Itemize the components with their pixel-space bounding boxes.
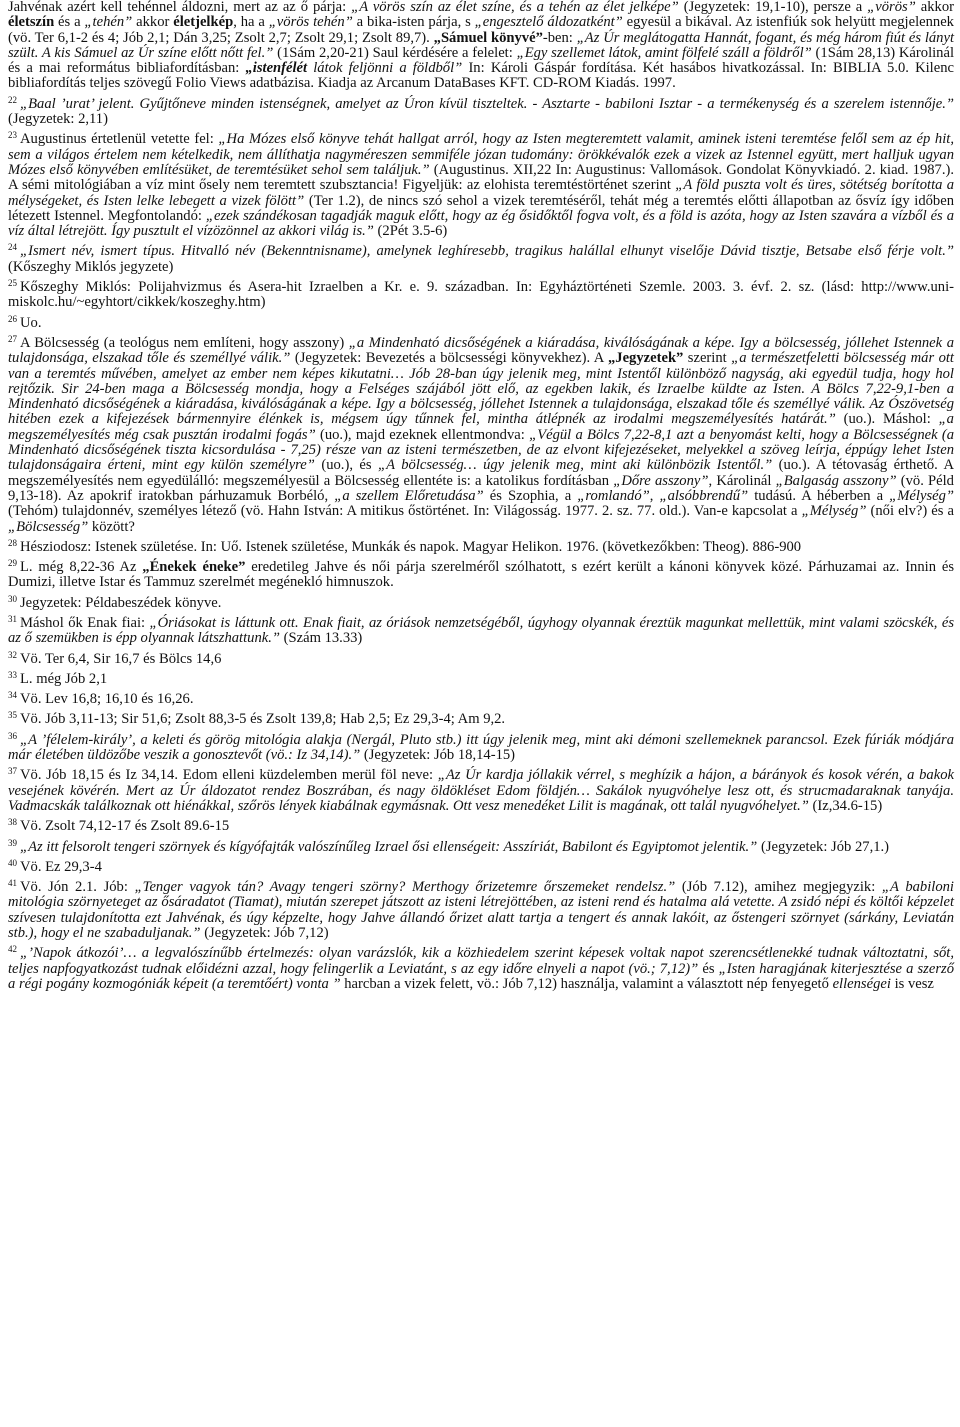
text-segment: „Ismert név, ismert típus. Hitvalló név (Bekenntnisname), amelynek leghíresebb, tragikus halállal elhunyt viselője Dávid tisztje, Betsabe első férje volt.” <box>20 243 954 260</box>
footnote-31 <box>8 613 954 647</box>
text-segment: (Ter 1.2), de nincs szó sehol a vizek teremtéséről, tehát még a teremtés előtti állapotban az ősvíz így időben létezett Istennel. Megfontolandó: <box>8 192 954 224</box>
text-segment: (1Sám 2,20-21) Saul kérdésére a felelet: <box>273 44 517 61</box>
footnote-25 <box>8 280 954 311</box>
footnote-number: 34 <box>8 690 17 701</box>
footnote-number: 40 <box>8 857 17 868</box>
text-segment: „alsóbbrendű” <box>659 487 749 504</box>
text-segment: és Szophia, a <box>483 487 578 504</box>
footnote-32 <box>8 649 954 667</box>
footnote-40 <box>8 857 954 875</box>
text-segment: Augustinus értetlenül vetette fel: <box>20 131 219 148</box>
text-segment: „a természetfeletti bölcsesség már ott van a teremtés művében, amelyet az ember nem képes kikutatni… Jób 28-ban úgy jelenik meg, mint Istentől különböző nagyság, aki egyedül tudja, hogy hol rejtőzik. Sir 24-ben maga a Bölcsesség mondja, hogy a Felséges szájából jött elő, az egekben lakik, és Izraelbe küldte az Isten. A Bölcs 7,22-9,1-ben a Mindenható dicsőségének a kiáradása, kiválóságának a képe. Igy a bölcsesség, jóllehet Istennek a tulajdonsága, elszakad tőle és személlyé válik. Az Ószövetség hitében ezek a kifejezések bármennyire élénkek is, mégsem úgy tűnnek fel, mintha átlépnék az irodalmi megszemélyesítés határát.” <box>8 350 954 428</box>
text-segment: akkor <box>915 0 954 15</box>
text-segment: (Tehóm) tulajdonnév, személyes létező (vö. Hahn István: A mitikus őstörténet. In: Világosság. 1977. 2. sz. 77. old.). Van-e kapcsolat a <box>8 503 802 520</box>
footnote-number: 30 <box>8 593 17 604</box>
footnote-number: 42 <box>8 944 17 955</box>
footnote-23 <box>8 132 954 239</box>
footnote-26 <box>8 313 954 331</box>
text-segment: „romlandó” <box>577 487 650 504</box>
text-segment: szerint <box>683 350 732 367</box>
text-segment: „Dőre asszony” <box>613 472 709 489</box>
text-segment: „Sámuel könyvé” <box>433 29 543 46</box>
footnote-27 <box>8 333 955 535</box>
text-segment: (Jegyzetek: Jób 27,1.) <box>757 838 890 855</box>
text-segment: „A babiloni mitológia szörnyeteget az ősáradatot (Tiamat), miután szerepet játszott az isteni létrejöttében, az isteni rend és hatalma alá vetette. A zsidó népi és költői képzelet szívesen tulajdonította ezt Jahvénak, és úgy képzelte, hogy Jahve állandó őrizet alatt tartja a tengert és annak lakóit, az őstengeri szörnyet (sárkány, Leviatán stb.), hogy el ne szabaduljanak.” <box>8 879 954 942</box>
text-segment: „Énekek éneke” <box>142 559 246 576</box>
footnote-number: 32 <box>8 649 17 660</box>
footnote-number: 33 <box>8 669 17 680</box>
text-segment: L. még Jób 2,1 <box>20 670 108 687</box>
text-segment: Jegyzetek: Példabeszédek könyve. <box>20 594 222 611</box>
text-segment: és <box>698 960 719 977</box>
text-segment: (Kőszeghy Miklós jegyzete) <box>8 258 174 275</box>
text-segment: akkor <box>132 14 174 31</box>
text-segment: „vörös tehén” <box>268 14 353 31</box>
text-segment: (2Pét 3.5-6) <box>373 223 448 240</box>
footnote-number: 35 <box>8 710 17 721</box>
footnote-34 <box>8 692 954 707</box>
text-segment: In: Károli Gáspár fordítása. Két hasábos hivatkozással. In: BIBLIA 5.0. Kilenc bibliafordítás teljes szövegű Folio Views adatbázisa. Kiadja az Arcanum DataBases KFT. CD-ROM Kiadás. 1997. <box>8 60 954 92</box>
footnote-33 <box>8 669 954 687</box>
text-segment: , ha a <box>233 14 269 31</box>
text-segment: „a megszemélyesítés még csak pusztán irodalmi fogás” <box>8 411 954 443</box>
text-segment: „Az Úr meglátogatta Hannát, fogant, és még három fiút és lányt szült. A kis Sámuel az Úr színe előtt nőtt fel.” <box>8 29 955 61</box>
text-segment: életszín <box>8 14 55 31</box>
text-segment: eredetileg Jahve és női párja szerelméről szólhatott, s ezért került a kánoni könyvek közé. Párhuzamai az. Innin és Dumizi, illetve Istar és Tammuz szerelmét megénekló himnuszok. <box>8 559 954 591</box>
text-segment: „Tenger vagyok tán? Avagy tengeri szörny? Merthogy őrizetemre őrszemeket rendelsz.” <box>134 879 676 896</box>
text-segment: Máshol ők Enak fiai: <box>20 614 150 631</box>
text-segment: „A bölcsesség… úgy jelenik meg, mint aki különbözik Istentől.” <box>378 457 773 474</box>
text-segment: Vö. Zsolt 74,12-17 és Zsolt 89.6-15 <box>20 818 230 835</box>
text-segment: harcban a vizek felett, vö.: Jób 7,12) használja, valamint a választott nép fenyegető <box>340 975 833 992</box>
text-segment: (Jegyzetek: Jób 7,12) <box>200 925 329 942</box>
footnote-number: 23 <box>8 130 17 141</box>
text-segment: „A vörös szín az élet színe, és a tehén az élet jelképe” <box>351 0 679 15</box>
text-segment: Jahvénak azért kell tehénnel áldozni, mert az az ő párja: <box>8 0 352 15</box>
text-segment: Hésziodosz: Istenek születése. In: Uő. Istenek születése, Munkák és napok. Magyar Helikon. 1976. (következőkben: Theog). 886-900 <box>20 538 802 555</box>
footnote-number: 31 <box>8 613 17 624</box>
footnote-36 <box>8 730 954 764</box>
text-segment: „Ha Mózes első könyve tehát hallgat arról, hogy az Isten megteremtett valamit, aminek isteni teremtése felől sem az ép hit, sem a világos értelem nem kételkedik, nem állíthatja nagyméreszen semmiféle józan tudomány: örökkévalók ezek a vizek az Istennel együtt, mert halljuk ugyan Mózes első könyvében említésüket, de teremtésüket sehol sem találjuk.” <box>8 131 954 178</box>
text-segment: Vö. Jób 18,15 és Iz 34,14. Edom elleni küzdelemben merül föl neve: <box>20 767 438 784</box>
footnote-number: 27 <box>8 333 17 344</box>
text-segment: „ezek szándékosan tagadják maguk előtt, hogy az ég ősidőktől fogva volt, és a föld is azóta, hogy az Isten szavára a vízből és a víz által létrejött. Így pusztult el vízözönnel az akkori világ is.” <box>8 207 954 240</box>
text-segment: „istenfélét <box>245 60 308 77</box>
text-segment: „Egy szellemet látok, amint fölfelé száll a földről” <box>516 44 812 61</box>
text-segment: (uo.). A tétovaság érthető. A megszemélyesítés nem egyedülálló: megszemélyesül a Bölcsesség ellentéte is: a katolikus fordításban <box>8 457 954 489</box>
text-segment: „Végül a Bölcs 7,22-8,1 azt a benyomást kelti, hogy a Bölcsességnek (a Mindenható dicsőségének tiszta kicsordulása - 7,25) része van az isteni természetben, de az elvont kifejezéseket, melyekkel a szöveg leírja, éppúgy lehet Isten tulajdonságaira érteni, mint egy külön személyre” <box>8 426 954 474</box>
text-segment: , Károlinál <box>708 472 776 489</box>
text-segment: között? <box>88 518 135 535</box>
footnote-number: 29 <box>8 558 17 569</box>
text-segment: „a Mindenható dicsőségének a kiáradása, kiválóságának a képe. Igy a bölcsesség, jóllehet Istennek a tulajdonsága, elszakad tőle és személlyé válik.” <box>8 334 954 367</box>
text-segment: (Szám 13.33) <box>280 630 363 647</box>
footnote-number: 22 <box>8 94 17 105</box>
text-segment: (1Sám 28,13) Károlinál és a mai református bibliafordításban: <box>8 44 955 77</box>
footnote-number: 24 <box>8 242 17 253</box>
text-segment: Vö. Jón 2.1. Jób: <box>20 879 135 896</box>
footnote-number: 36 <box>8 730 17 741</box>
text-segment: látok feljönni a földből” <box>307 60 463 77</box>
text-segment: Vö. Jób 3,11-13; Sir 51,6; Zsolt 88,3-5 és Zsolt 139,8; Hab 2,5; Ez 29,3-4; Am 9,2. <box>20 711 506 728</box>
text-segment: „tehén” <box>84 14 133 31</box>
text-segment: „Mélység” <box>801 503 867 520</box>
text-segment: „Baal ’urat’ jelent. Gyűjtőneve minden istenségnek, amelyet az Úron kívül tiszteltek. - Asztarte - babiloni Isztar - a termékenység és a szerelem istennője.” <box>20 95 954 112</box>
footnote-30 <box>8 593 954 611</box>
text-segment: ellenségei <box>832 975 891 992</box>
text-segment: (Jegyzetek: Bevezetés a bölcsességi könyvekhez). A <box>290 350 608 367</box>
text-segment: (uo.), majd ezeknek ellentmondva: <box>315 426 530 443</box>
text-segment: „Jegyzetek” <box>607 350 684 367</box>
intro-paragraph <box>8 0 954 92</box>
footnote-number: 25 <box>8 278 17 289</box>
text-segment: tudású. A héberben a <box>748 487 890 504</box>
text-segment: , <box>649 487 660 504</box>
text-segment: „Mélység” <box>889 487 955 504</box>
text-segment: is vesz <box>890 975 934 992</box>
footnote-number: 28 <box>8 537 17 548</box>
text-segment: L. még 8,22-36 Az <box>20 559 143 576</box>
text-segment: (Augustinus. XII,22 In: Augustinus: Vallomások. Gondolat Könyvkiadó. 2. kiad. 1987.). A sémi mitológiában a víz mint ősely nem teremtett szubsztancia! Figyeljük: az elohista teremtéstörténet szerint <box>8 161 954 194</box>
text-segment: Vö. Lev 16,8; 16,10 és 16,26. <box>20 691 194 708</box>
text-segment: (Jegyzetek: 19,1-10), persze a <box>678 0 868 15</box>
footnote-29 <box>8 560 954 591</box>
footnote-number: 41 <box>8 878 17 889</box>
footnote-42 <box>8 946 954 992</box>
text-segment: „A föld puszta volt és üres, sötétség borította a mélységeket, és Isten lelke lebegett a vizek fölött” <box>8 177 955 209</box>
text-segment: (Iz,34.6-15) <box>808 797 883 814</box>
footnote-35 <box>8 712 954 727</box>
text-segment: „Isten haragjának kiterjesztése a szerző a régi pogány kozmogóniák képeit (a teremtőért) vonta ” <box>8 960 954 992</box>
text-segment: (női elv?) és a <box>866 503 955 520</box>
text-segment: „Az itt felsorolt tengeri szörnyek és kígyófajták valószínűleg Izrael ősi ellenségeit: Asszíriát, Babilont és Egyiptomot jelentik.” <box>20 838 758 855</box>
text-segment: (Jegyzetek: 2,11) <box>8 111 108 128</box>
document-page <box>8 0 954 997</box>
footnote-24 <box>8 244 954 275</box>
text-segment: Vö. Ter 6,4, Sir 16,7 és Bölcs 14,6 <box>20 650 222 667</box>
text-segment: (uo.), és <box>314 457 379 474</box>
text-segment: „engesztelő áldozatként” <box>474 14 623 31</box>
footnote-41 <box>8 880 954 941</box>
text-segment: Uo. <box>20 314 42 331</box>
text-segment: „Bölcsesség” <box>8 518 89 535</box>
text-segment: „vörös” <box>867 0 916 15</box>
text-segment: Vö. Ez 29,3-4 <box>20 858 102 875</box>
text-segment: (vö. Péld 9,13-18). Az apokrif iratokban párhuzamuk Borbéló, <box>8 472 954 504</box>
text-segment: egyesül a bikával. Az istenfiúk sok helyütt megjelennek (vö. Ter 6,1-2 és 4; Jób 2,1; Dán 3,25; Zsolt 2,7; Zsolt 29,1; Zsolt 89,7). <box>8 14 954 46</box>
footnote-22 <box>8 94 954 128</box>
text-segment: -ben: <box>542 29 577 46</box>
text-segment: „Óriásokat is láttunk ott. Enak fiait, az óriások nemzetségéből, úgyhogy olyannak éreztük magunkat mellettük, mint valami szöcskék, és az ő szemükben is épp olyannak látszhattunk.” <box>8 614 954 647</box>
text-segment: „’Napok átkozói’… a legvalószínűbb értelmezés: olyan varázslók, kik a közhiedelem szerint képesek voltak napot szerencsétlenekké tudnak változtatni, sőt, teljes napfogyatkozást tudnak előidézni azzal, hogy felingerlik a Leviatánt, s az egy időre elnyeli a napot (vö.; 7,12)” <box>8 945 954 977</box>
text-segment: „Balgaság asszony” <box>775 472 897 489</box>
text-segment: „A ’félelem-király’, a keleti és görög mitológia alakja (Nergál, Pluto stb.) itt úgy jelenik meg, mint aki démoni szellemeknek parancsol. Ezek fúriák módjára már életében üldözőbe veszik a gonosztevőt (vö.: Iz 34,14).” <box>8 731 954 764</box>
text-segment: Kőszeghy Miklós: Polijahvizmus és Asera-hit Izraelben a Kr. e. 9. században. In: Egyháztörténeti Szemle. 2003. 3. évf. 2. sz. (lásd: http://www.uni-miskolc.hu/~egyhtort/cikkek/koszeghy.htm) <box>8 279 954 311</box>
text-segment: a bika-isten párja, s <box>352 14 475 31</box>
footnote-28 <box>8 537 954 555</box>
footnote-number: 37 <box>8 766 17 777</box>
text-segment: (Jegyzetek: Jób 18,14-15) <box>360 747 516 764</box>
text-segment: (Jób 7.12), amihez megjegyzik: <box>675 879 882 896</box>
footnote-number: 26 <box>8 313 17 324</box>
text-segment: (uo.). Máshol: <box>835 411 939 428</box>
footnote-37 <box>8 768 954 814</box>
footnote-number: 39 <box>8 837 17 848</box>
footnote-38 <box>8 819 954 834</box>
text-segment: életjelkép <box>173 14 234 31</box>
text-segment: „a szellem Előretudása” <box>334 487 484 504</box>
footnote-number: 38 <box>8 817 17 828</box>
footnote-39 <box>8 837 954 855</box>
text-segment: A Bölcsesség (a teológus nem említeni, hogy asszony) <box>20 334 349 351</box>
text-segment: „Az Úr kardja jóllakik vérrel, s meghízik a hájon, a bárányok és kosok vérén, a bakok vesejének kövérén. Mert az Úr áldozatot rendez Boszrában, és nagy öldökléset Edom földjén… Sakálok nyugvóhelye lesz ott, és strucmadaraknak tanyája. Vadmacskák találkoznak ott hiénákkal, szőrös lények kiabálnak egymásnak. Ott vesz menedéket Lilit is magának, ott talál nyugvóhelyet.” <box>8 767 954 814</box>
text-segment: és a <box>54 14 85 31</box>
